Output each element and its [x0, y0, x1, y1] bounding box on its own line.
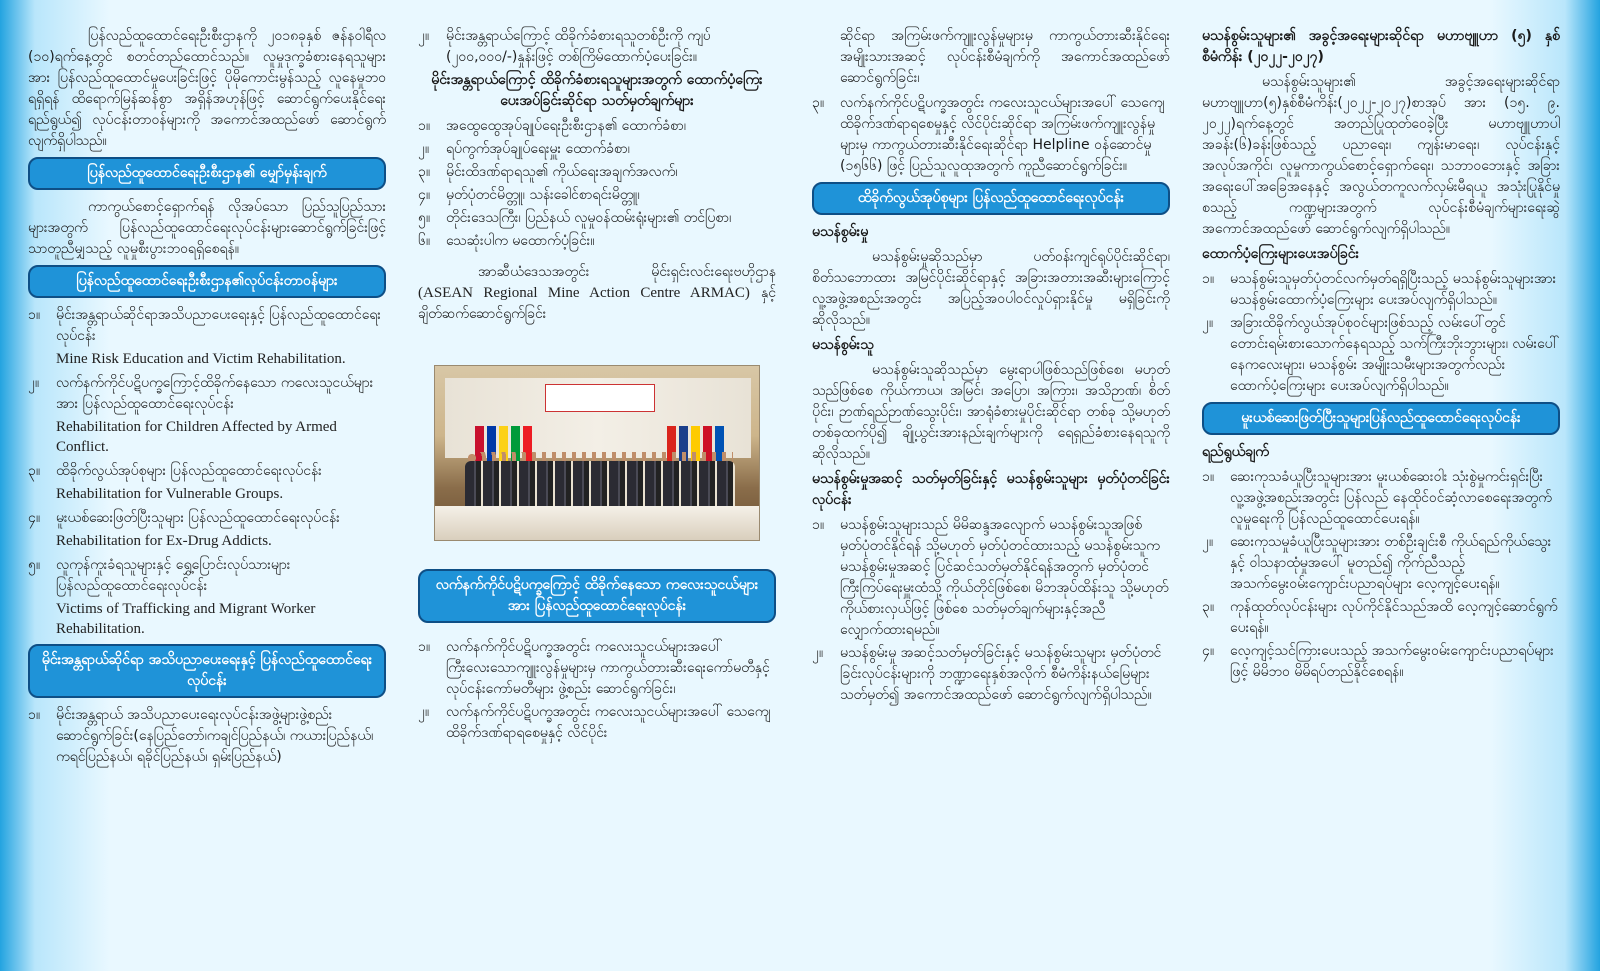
duty-text-en: Mine Risk Education and Victim Rehabilitation. [56, 351, 346, 367]
disability-title: မသန်စွမ်းမှု [812, 224, 869, 240]
objective-text: ကုန်ထုတ်လုပ်ငန်းများ လုပ်ကိုင်နိုင်သည်အထိ လေ့ကျင့်ဆောင်ရွက်ပေးရန်။ [1230, 599, 1558, 636]
duty-text-mm: လူကုန်ကူးခံရသူများနှင့် ရွှေ့ပြောင်းလုပ်သားများ ပြန်လည်ထူထောင်ရေးလုပ်ငန်း [56, 557, 291, 594]
support-item [418, 231, 776, 252]
duty-text-en: Rehabilitation for Children Affected by Armed Conflict. [56, 419, 337, 455]
children-text: လက်နက်ကိုင်ပဋိပက္ခအတွင်း ကလေးသူငယ်များအပေါ် ကြီးလေးသောကျူးလွန်မှုများမှ ကာကွယ်တားဆီးရေးကော်မတီနှင့် လုပ်ငန်းကော်မတီများ ဖွဲ့စည်း ဆောင်ရွက်ခြင်း၊ [446, 639, 770, 697]
mine-item [418, 26, 776, 68]
mine-item-text: မိုင်းအန္တရာယ် အသိပညာပေးရေးလုပ်ငန်းအဖွဲ့များဖွဲ့စည်းဆောင်ရွက်ခြင်း(နေပြည်တော်၊ကချင်ပြည်နယ်၊ ကယားပြည်နယ်၊ ကရင်ပြည်နယ်၊ ရခိုင်ပြည်နယ်၊ ရှမ်းပြည်နယ်) [56, 707, 374, 765]
objective-number: ၃။ [1202, 599, 1215, 615]
objectives-title: ရည်ရွယ်ချက် [1202, 444, 1269, 460]
duty-number: ၂။ [28, 375, 40, 391]
duty-text-mm: ထိခိုက်လွယ်အုပ်စုများ ပြန်လည်ထူထောင်ရေးလုပ်ငန်း [56, 463, 322, 479]
duty-number: ၅။ [28, 557, 41, 573]
duty-item [28, 373, 386, 415]
duty-number: ၃။ [28, 463, 41, 479]
support-number: ၁။ [418, 118, 431, 134]
objective-number: ၁။ [1202, 469, 1215, 485]
support-item [418, 162, 776, 183]
duty-text-mm: လက်နက်ကိုင်ပဋိပက္ခကြောင့်ထိခိုက်နေသော ကလေးသူငယ်များအား ပြန်လည်ထူထောင်ရေးလုပ်ငန်း [56, 375, 374, 412]
children-text: လက်နက်ကိုင်ပဋိပက္ခအတွင်း ကလေးသူငယ်များအပေါ် သေကျေထိခိုက်ဒဏ်ရာရစေမှုနှင့် လိင်ပိုင်း [446, 704, 771, 741]
vision-text: ကာကွယ်စောင့်ရှောက်ရန် လိုအပ်သော ပြည်သူပြည်သားများအတွက် ပြန်လည်ထူထောင်ရေးလုပ်ငန်းများဆောင်ရွက်ခြင်းဖြင့် သာတူညီမျှသည့် လူမှုစီးပွားဘဝရရှိစေရန်။ [28, 199, 386, 257]
photo-table [435, 506, 760, 540]
mine-item-number: ၂။ [418, 28, 430, 44]
duty-item [28, 461, 386, 482]
duty-text-en: Victims of Trafficking and Migrant Worker Rehabilitation. [56, 601, 316, 637]
objective-item [1202, 641, 1560, 683]
objective-text: ဆေးကုသခံယူပြီးသူများအား မူးယစ်ဆေးဝါး သုံးစွဲမှုကင်းရှင်းပြီး လူ့အဖွဲ့အစည်းအတွင်း ပြန်လည် နေထိုင်ဝင်ဆံ့လာစေရေးအတွက် လူမှုရေးကို ပြန်လည်ထူထောင်ပေးရန်။ [1230, 469, 1552, 527]
children-item [418, 637, 776, 700]
duty-item [28, 555, 386, 597]
vulnerable-groups-heading: ထိခိုက်လွယ်အုပ်စုများ ပြန်လည်ထူထောင်ရေးလုပ်ငန်း [812, 182, 1170, 215]
asean-text-en: (ASEAN Regional Mine Action Centre ARMAC) [418, 285, 750, 301]
objective-text: ဆေးကုသမှုခံယူပြီးသူများအား တစ်ဦးချင်းစီ ကိုယ်ရည်ကိုယ်သွေးနှင့် ဝါသနာထုံမှုအပေါ် မူတည်၍ ကိုက်ညီသည့် အသက်မွေးဝမ်းကျောင်းပညာရပ်များ လေ့ကျင့်ပေးရန်။ [1230, 534, 1552, 592]
support-number: ၂။ [418, 141, 430, 157]
objective-item [1202, 532, 1560, 595]
column-3 [812, 26, 1170, 956]
intro-paragraph: ပြန်လည်ထူထောင်ရေးဦးစီးဌာနကို ၂၀၁၈ခုနှစ် ဇန်နဝါရီလ (၁၀)ရက်နေ့တွင် စတင်တည်ထောင်သည်။ လူမှုဒုက္ခခံစားနေရသူများအား ပြန်လည်ထူထောင်မှုပေးခြင်းဖြင့် ပိုမိုကောင်းမွန်သည့် လူနေမှုဘဝရရှိရန် ထိရောက်မြန်ဆန်စွာ အရှိန်အဟုန်ဖြင့် ဆောင်ရွက်ပေးနိုင်ရေး ရည်ရွယ်၍ လုပ်ငန်းတာဝန်များကို အကောင်အထည်ဖော် ဆောင်ရွက်လျက်ရှိပါသည်။ [28, 28, 386, 149]
support-text: ရပ်ကွက်အုပ်ချုပ်ရေးမှူး ထောက်ခံစာ၊ [446, 141, 630, 157]
duty-text-en: Rehabilitation for Ex-Drug Addicts. [56, 533, 272, 549]
children-item [418, 702, 776, 744]
children-heading: လက်နက်ကိုင်ပဋိပက္ခကြောင့် ထိခိုက်နေသော ကလေးသူငယ်များအား ပြန်လည်ထူထောင်ရေးလုပ်ငန်း [418, 569, 776, 623]
support-item [418, 208, 776, 229]
asean-text-mm: အာဆီယံဒေသအတွင်း မိုင်းရှင်းလင်းရေးဗဟိုဌာန [478, 264, 776, 280]
mine-risk-heading: မိုင်းအန္တရာယ်ဆိုင်ရာ အသိပညာပေးရေးနှင့် ပြန်လည်ထူထောင်ရေးလုပ်ငန်း [28, 644, 386, 698]
asean-text-tail: နှင့် ချိတ်ဆက်ဆောင်ရွက်ခြင်း [418, 285, 776, 322]
strategic-plan-text: မသန်စွမ်းသူများ၏ အခွင့်အရေးများဆိုင်ရာ မဟာဗျူဟာ(၅)နှစ်စီမံကိန်း(၂၀၂၂-၂၀၂၇)စာအုပ် အား (၁၅. ၉. ၂၀၂၂)ရက်နေ့တွင် အတည်ပြုထုတ်ဝေခဲ့ပြီး မဟာဗျူဟာပါ အခန်း(၆)ခန်းဖြစ်သည့် ပညာရေး၊ ကျန်းမာရေး၊ လုပ်ငန်းနှင့် အလုပ်အကိုင်၊ လူမှုကာကွယ်စောင့်ရှောက်ရေး၊ သဘာဝဘေးနှင့် အခြားအရေးပေါ်အခြေအနေနှင့် အလွယ်တကူလက်လှမ်းမီရယူ အသုံးပြုနိုင်မှု စသည့် ကဏ္ဍများအတွက် လုပ်ငန်းစီမံချက်များရေးဆွဲ အကောင်အထည်ဖော် ဆောင်ရွက်လျက်ရှိပါသည်။ [1202, 74, 1560, 237]
support-text: တိုင်းဒေသကြီး၊ ပြည်နယ် လူမှုဝန်ထမ်းရုံးများ၏ တင်ပြစာ၊ [446, 210, 732, 226]
column-4 [1202, 26, 1560, 956]
children-item [812, 93, 1170, 177]
registration-text: မသန်စွမ်းမှု အဆင့်သတ်မှတ်ခြင်းနှင့် မသန်စွမ်းသူများ မှတ်ပုံတင်ခြင်းလုပ်ငန်းများကို ဘဏ္ဍာရေးနှစ်အလိုက် စီမံကိန်းနယ်မြေများသတ်မှတ်၍ အကောင်အထည်ဖော် ဆောင်ရွက်လျက်ရှိပါသည်။ [840, 645, 1162, 703]
objective-number: ၂။ [1202, 534, 1214, 550]
support-text: သေဆုံးပါက မထောက်ပံ့ခြင်း။ [446, 233, 595, 249]
registration-text: မသန်စွမ်းသူများသည် မိမိဆန္ဒအလျောက် မသန်စွမ်းသူအဖြစ် မှတ်ပုံတင်နိုင်ရန် သို့မဟုတ် မှတ်ပုံတင်ထားသည့် မသန်စွမ်းသူက မသန်စွမ်းမှုအဆင့် ပြင်ဆင်သတ်မှတ်နိုင်ရန်အတွက် မှတ်ပုံတင်ကြီးကြပ်ရေးမှူးထံသို့ ကိုယ်တိုင်ဖြစ်စေ၊ မိဘအုပ်ထိန်းသူ သို့မဟုတ် ကိုယ်စားလှယ်ဖြင့် ဖြစ်စေ သတ်မှတ်ချက်များနှင့်အညီ လျှောက်ထားရမည်။ [840, 517, 1169, 638]
duty-text-en: Rehabilitation for Vulnerable Groups. [56, 486, 284, 502]
registration-item [812, 515, 1170, 641]
ex-drug-heading: မူးယစ်ဆေးဖြတ်ပြီးသူများပြန်လည်ထူထောင်ရေးလုပ်ငန်း [1202, 402, 1560, 435]
duties-heading: ပြန်လည်ထူထောင်ရေးဦးစီးဌာန၏လုပ်ငန်းတာဝန်များ [28, 265, 386, 298]
support-text: အထွေထွေအုပ်ချုပ်ရေးဦးစီးဌာန၏ ထောက်ခံစာ၊ [446, 118, 686, 134]
support-item [418, 139, 776, 160]
disabled-person-title: မသန်စွမ်းသူ [812, 337, 874, 353]
objective-item [1202, 467, 1560, 530]
registration-title: မသန်စွမ်းမှုအဆင့် သတ်မှတ်ခြင်းနှင့် မသန်စွမ်းသူများ မှတ်ပုံတင်ခြင်းလုပ်ငန်း [812, 471, 1170, 508]
asean-paragraph [418, 262, 776, 325]
allowance-number: ၂။ [1202, 315, 1214, 331]
support-number: ၆။ [418, 233, 431, 249]
support-text: မှတ်ပုံတင်မိတ္တူ၊ သန်းခေါင်စာရင်းမိတ္တူ၊ [446, 187, 640, 203]
support-number: ၅။ [418, 210, 431, 226]
allowance-text: မသန်စွမ်းသူမှတ်ပုံတင်လက်မှတ်ရရှိပြီးသည့် မသန်စွမ်းသူများအား မသန်စွမ်းထောက်ပံ့ကြေးများ ပေးအပ်လျက်ရှိပါသည်။ [1230, 271, 1557, 308]
objective-number: ၄။ [1202, 643, 1215, 659]
children-continued: ဆိုင်ရာ အကြမ်းဖက်ကျူးလွန်မှုများမှ ကာကွယ်တားဆီးနိုင်ရေး အမျိုးသားအဆင့် လုပ်ငန်းစီမံချက်ကို အကောင်အထည်ဖော် ဆောင်ရွက်ခြင်း၊ [840, 28, 1170, 86]
registration-number: ၁။ [812, 517, 825, 533]
support-heading: မိုင်းအန္တရာယ်ကြောင့် ထိခိုက်ခံစားရသူများအတွက် ထောက်ပံ့ကြေးပေးအပ်ခြင်းဆိုင်ရာ သတ်မှတ်ချက်များ [431, 72, 763, 109]
photo-banner [545, 384, 655, 412]
photo-people [465, 461, 735, 511]
registration-number: ၂။ [812, 645, 824, 661]
support-text: မိုင်းထိဒဏ်ရာရသူ၏ ကိုယ်ရေးအချက်အလက်၊ [446, 164, 678, 180]
disabled-person-definition: မသန်စွမ်းသူဆိုသည်မှာ မွေးရာပါဖြစ်သည်ဖြစ်စေ၊ မဟုတ်သည်ဖြစ်စေ ကိုယ်ကာယ၊ အမြင်၊ အပြော၊ အကြား၊ အသိဉာဏ်၊ စိတ်ပိုင်း၊ ဉာဏ်ရည်ဉာဏ်သွေးပိုင်း၊ အာရုံခံစားမှုပိုင်းဆိုင်ရာ တစ်ခု သို့မဟုတ် တစ်ခုထက်ပို၍ ချို့ယွင်းအားနည်းချက်များကို ရေရှည်ခံစားနေရသူကို ဆိုလိုသည်။ [812, 362, 1170, 462]
children-number: ၃။ [812, 95, 825, 111]
strategic-plan-title: မသန်စွမ်းသူများ၏ အခွင့်အရေးများဆိုင်ရာ မဟာဗျူဟာ (၅) နှစ် စီမံကိန်း (၂၀၂၂-၂၀၂၇) [1202, 28, 1560, 65]
objective-text: လေ့ကျင့်သင်ကြားပေးသည့် အသက်မွေးဝမ်းကျောင်းပညာရပ်များဖြင့် မိမိဘဝ မိမိရပ်တည်နိုင်စေရန်။ [1230, 643, 1554, 680]
column-2 [418, 26, 776, 956]
duty-text-mm: မူးယစ်ဆေးဖြတ်ပြီးသူများ ပြန်လည်ထူထောင်ရေးလုပ်ငန်း [56, 510, 340, 526]
duty-item [28, 508, 386, 529]
duty-number: ၄။ [28, 510, 41, 526]
conference-group-photo [434, 365, 760, 541]
children-text: လက်နက်ကိုင်ပဋိပက္ခအတွင်း ကလေးသူငယ်များအပေါ် သေကျေထိခိုက်ဒဏ်ရာရစေမှုနှင့် လိင်ပိုင်းဆိုင်ရာ အကြမ်းဖက်ကျူးလွန်မှုများမှ ကာကွယ်တားဆီးနိုင်ရေးဆိုင်ရာ Helpline ဝန်ဆောင်မှု (၁၅၆၆) ဖြင့် ပြည်သူလူထုအတွက် ကူညီဆောင်ရွက်ခြင်း။ [840, 95, 1165, 174]
mine-item-number: ၁။ [28, 707, 41, 723]
vision-heading: ပြန်လည်ထူထောင်ရေးဦးစီးဌာန၏ မျှော်မှန်းချက် [28, 157, 386, 190]
children-number: ၂။ [418, 704, 430, 720]
disability-definition: မသန်စွမ်းမှုဆိုသည်မှာ ပတ်ဝန်းကျင်ရုပ်ပိုင်းဆိုင်ရာ၊ စိတ်သဘောထား အမြင်ပိုင်းဆိုင်ရာနှင့် အခြားအတားအဆီးများကြောင့် လူ့အဖွဲ့အစည်းအတွင်း အပြည့်အဝပါဝင်လှုပ်ရှားနိုင်မှု မရှိခြင်းကိုဆိုလိုသည်။ [812, 249, 1170, 328]
duty-item [28, 305, 386, 347]
mine-item-text: မိုင်းအန္တရာယ်ကြောင့် ထိခိုက်ခံစားရသူတစ်ဦးကို ကျပ် (၂၀၀,၀၀၀/-)နှုန်းဖြင့် တစ်ကြိမ်ထောက်ပံ့ပေးခြင်း။ [446, 28, 711, 65]
column-1 [28, 26, 386, 956]
support-item [418, 185, 776, 206]
allowance-title: ထောက်ပံ့ကြေးများပေးအပ်ခြင်း [1202, 246, 1360, 262]
duty-text-mm: မိုင်းအန္တရာယ်ဆိုင်ရာအသိပညာပေးရေးနှင့် ပြန်လည်ထူထောင်ရေးလုပ်ငန်း [56, 307, 381, 344]
support-number: ၃။ [418, 164, 431, 180]
registration-item [812, 643, 1170, 706]
children-number: ၁။ [418, 639, 431, 655]
mine-item [28, 705, 386, 768]
allowance-item [1202, 269, 1560, 311]
allowance-item [1202, 313, 1560, 397]
allowance-number: ၁။ [1202, 271, 1215, 287]
duty-number: ၁။ [28, 307, 41, 323]
allowance-text: အခြားထိခိုက်လွယ်အုပ်စုဝင်များဖြစ်သည့် လမ်းပေါ်တွင် တောင်းရမ်းစားသောက်နေရသည့် သက်ကြီးဘိုးဘွားများ၊ လမ်းပေါ်နေကလေးများ၊ မသန်စွမ်း အမျိုးသမီးများအတွက်လည်း ထောက်ပံ့ကြေးများ ပေးအပ်လျက်ရှိပါသည်။ [1230, 315, 1559, 394]
objective-item [1202, 597, 1560, 639]
support-item [418, 116, 776, 137]
support-number: ၄။ [418, 187, 431, 203]
